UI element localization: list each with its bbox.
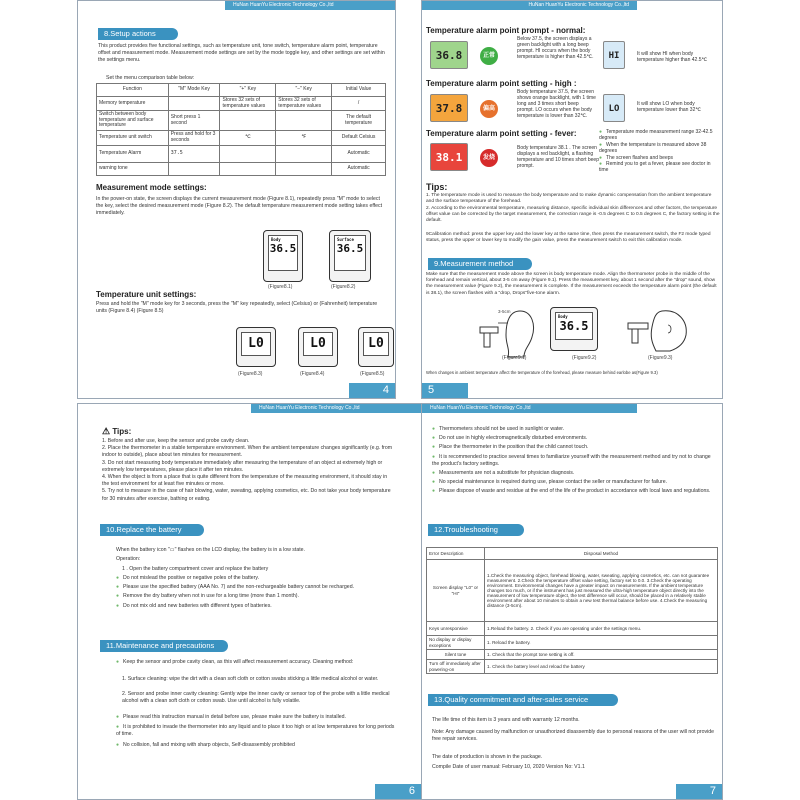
figure-caption: (Figure9.2): [572, 355, 597, 361]
manual-page-6: [77, 403, 422, 800]
lcd-figure-9-2: Body 36.5: [550, 307, 598, 351]
table-row: Memory temperature Stores 32 sets of temperature values Stores 32 sets of temperature values /: [97, 97, 386, 111]
hi-display: HI: [603, 41, 625, 69]
table-row: Switch between body temperature and surface temperature Short press 1 second The default temperature: [97, 111, 386, 131]
high-heading: Temperature alarm point setting - high :: [426, 79, 577, 88]
orange-display: 37.8: [430, 94, 468, 122]
temp-unit-text: Press and hold the "M" mode key for 3 seconds, press the "M" key repeatedly, select (Celsius) or (Fahrenheit) temperature units (Figure 8.4) (Figure 8.5): [96, 301, 378, 315]
table-row: Temperature Alarm 37.5 Automatic: [97, 145, 386, 162]
section-heading-setup: 8.Setup actions: [98, 28, 178, 40]
list-item: ● Do not mislead the positive or negative poles of the battery.: [116, 575, 398, 582]
list-item: ● Please dispose of waste and residue at the end of the life of the product in accordance with local laws and regulations.: [432, 488, 718, 495]
list-item: 4. When the object is from a place that is quite different from the temperature of the measuring environment, it should stay in the test environment for at least five minutes or more.: [102, 474, 388, 488]
page-number: 4: [349, 383, 395, 398]
note-text: Note: Any damage caused by malfunction or unauthorized disassembly due to personal reasons of the user will not provide free repair services.: [432, 729, 715, 743]
list-item: 2. Place the thermometer in a stable temperature environment. When the ambient temperature changes significantly (e.g. from indoor to outside), place about ten minutes for measurement.: [102, 445, 393, 459]
list-item: ● Do not mix old and new batteries with different types of batteries.: [116, 603, 398, 610]
list-item: ● No special maintenance is required during use, please contact the seller or manufacturer for failure.: [432, 479, 718, 486]
list-item: 1. Before and after use, keep the sensor and probe cavity clean.: [102, 438, 250, 444]
distance-label: 3-5cm: [498, 309, 511, 314]
lcd-figure-8-2: Surface 36.5: [329, 230, 371, 282]
figure-caption: (Figure8.1): [268, 284, 293, 290]
list-item: ● It is recommended to practice several times to familiarize yourself with the measurement method and try not to change the product's factory settings.: [432, 454, 718, 468]
list-item: 5. Try not to measure in the case of hair blowing, water, sweating, applying cosmetics, etc. Do not take your body temperature for 30 minutes after exercise, bathing or eating.: [102, 488, 391, 502]
earlobe-note: When changes in ambient temperature affect the temperature of the forehead, please measure behind earlobe as(Figure 9.3): [426, 370, 658, 375]
lcd-figure-8-3: L0: [236, 327, 276, 367]
red-display: 38.1: [430, 143, 468, 171]
page-number: 6: [375, 784, 421, 799]
table-row: Keys unresponsive 1.Reload the battery. 2. Check if you are operating under the settings menu.: [427, 622, 718, 636]
maintenance-lead: ● Keep the sensor and probe cavity clean, as this will affect measurement accuracy. Cleaning method:: [116, 659, 396, 666]
high-badge: 偏高: [480, 100, 498, 118]
table-header: "+" Key: [220, 84, 276, 97]
list-item: ● Remind you to get a fever, please see doctor in time: [599, 161, 721, 174]
compile-date-text: Compile Date of user manual: February 10, 2020 Version No: V1.1: [432, 764, 585, 770]
battery-intro: When the battery icon "▭" flashes on the LCD display, the battery is in a low state.: [116, 547, 305, 553]
fever-badge: 发烧: [480, 149, 498, 167]
list-item: ● Please use the specified battery (AAA No. 7) and the non-rechargeable battery cannot be recharged.: [116, 584, 398, 591]
table-row: Temperature unit switch Press and hold for 3 seconds ℃ ℉ Default Celsius: [97, 130, 386, 145]
section-heading-quality: 13.Quality commitment and after-sales service: [428, 694, 618, 706]
life-text: The life time of this item is 3 years and with warranty 12 months.: [432, 717, 580, 723]
settings-table: [96, 83, 386, 176]
list-item: ● No collision, fall and mixing with sharp objects, Self-disassembly prohibited: [116, 742, 398, 749]
page-header-bar: HuNan HuanYu Electronic Technology Co.,ltd: [251, 404, 421, 413]
lcd-figure-8-5: L0: [358, 327, 394, 367]
maintenance-bullets: [116, 714, 398, 749]
section-heading-measurement: 9.Measurement method: [428, 258, 532, 270]
lcd-figure-8-1: Body 36.5: [263, 230, 303, 282]
battery-bullets: [116, 575, 398, 610]
tips-heading: Tips:: [426, 182, 448, 192]
normal-text: Below 37.5, the screen displays a green backlight with a long beep prompt. HI occurs when the body temperature is higher than 42.5℃.: [517, 36, 594, 60]
table-caption: Set the menu comparison table below:: [106, 75, 195, 81]
production-date-text: The date of production is shown in the package.: [432, 754, 543, 760]
hi-text: It will show HI when body temperature higher than 42.5℃: [637, 51, 708, 64]
figure-caption: (Figure8.3): [238, 371, 263, 377]
figure-caption: (Figure8.5): [360, 371, 385, 377]
page-header-bar: HuNan HuanYu Electronic Technology Co.,ltd: [422, 1, 637, 10]
tip-item: 2. According to the environmental temperature, measuring distance, specific individual skin differences and other factors, the temperature offset value can be corrected by the target measurement, the correction range is -0.5 degrees C to 0.5 degrees C, the factory setting is the default.: [426, 206, 720, 224]
maintenance-step: 2. Sensor and probe inner cavity cleaning: Gently wipe the inner cavity or sensor top of the probe with a little medical alcohol with a clean soft cloth or cotton swab. Use until alcohol is fully volatile.: [122, 691, 390, 705]
normal-heading: Temperature alarm point prompt - normal:: [426, 26, 586, 35]
lo-text: It will show LO when body temperature lower than 32℃: [637, 101, 701, 114]
manual-page-7: [421, 403, 723, 800]
tip-item: 9Calibration method: press the upper key and the lower key at the same time, then press the measurement switch, the F2 mode typed status, press the upper or lower key to modify the gain value, press the measurement switch to exit this calibration mode.: [426, 232, 711, 244]
figure-caption: (Figure9.1): [502, 355, 527, 361]
measurement-mode-text: In the power-on state, the screen displays the current measurement mode (Figure 8.1), repeatedly press "M" mode to select the key, select the desired measurement mode (Figure 8.2). The default temperature measurement mode setting takes effect immediately.: [96, 196, 383, 217]
page-number: 7: [676, 784, 722, 799]
figure-caption: (Figure8.4): [300, 371, 325, 377]
fever-heading: Temperature alarm point setting - fever:: [426, 129, 577, 138]
lcd-figure-8-4: L0: [298, 327, 338, 367]
tips-heading: ⚠ Tips:: [102, 426, 132, 436]
table-row: Screen display "L0" or "HI" 1.Check the measuring object, forehead blowing, water, sweating, applying cosmetics, etc. can not guarantee measurement. 2.Check the temperature offset value setting, factory set to 0.0. 3.Check the operating environment. Environmental changes have a greater impact on measurements. If the ambient temperature changes too much, or if the instrument has just measured the ultra-high temperature object directly into the measurement of low temperature object, the test difference will occur, should be placed in a relatively stable environment after about 10 minutes to obtain a new test thermal balance before use. 4.Check the measuring distance (3-5cm).: [427, 560, 718, 622]
maintenance-step: 1. Surface cleaning: wipe the dirt with a clean soft cloth or cotton swabs sticking a little medical alcohol or water.: [122, 676, 379, 682]
list-item: ● The screen flashes and beeps: [599, 155, 721, 161]
table-header: "M" Mode Key: [168, 84, 220, 97]
operation-label: Operation:: [116, 556, 141, 562]
table-row: warning tone Automatic: [97, 162, 386, 175]
lo-display: LO: [603, 94, 625, 122]
list-item: ● Place the thermometer in the position that the child cannot touch.: [432, 444, 718, 451]
precautions-list: [432, 426, 718, 496]
manual-page-4: [77, 0, 396, 399]
section-heading-troubleshooting: 12.Troubleshooting: [428, 524, 524, 536]
table-header: Function: [97, 84, 169, 97]
battery-step: 1 . Open the battery compartment cover and replace the battery: [122, 566, 269, 572]
list-item: ● Please read this instruction manual in detail before use, please make sure the battery is installed.: [116, 714, 398, 721]
figure-caption: (Figure8.2): [331, 284, 356, 290]
section-heading-maintenance: 11.Maintenance and precautions: [100, 640, 228, 652]
fever-bullet-list: [599, 129, 721, 174]
table-row: Silent tone 1. Check that the prompt tone setting is off.: [427, 650, 718, 660]
table-row: No display or display exceptions 1. Reload the battery.: [427, 636, 718, 650]
fever-text: Body temperature 38.1 . The screen displays a red backlight, a flashing temperature and 10 times short beep prompt.: [517, 145, 599, 169]
table-header: Error Description: [427, 548, 485, 560]
temp-unit-heading: Temperature unit settings:: [96, 290, 197, 299]
figure-caption: (Figure9.3): [648, 355, 673, 361]
list-item: ● Temperature mode measurement range 32-42.5 degrees: [599, 129, 721, 142]
tip-item: 1. The temperature mode is used to measure the body temperature and to make dynamic compensation from the ambient temperature and the surface temperature of the forehead.: [426, 193, 712, 205]
warning-icon: ⚠: [102, 426, 111, 436]
list-item: ● Do not use in highly electromagnetically disturbed environments.: [432, 435, 718, 442]
table-row: Turn off immediately after powering-on 1. Check the battery level and reload the battery: [427, 660, 718, 674]
page-header-bar: HuNan HuanYu Electronic Technology Co.,ltd: [422, 404, 637, 413]
list-item: ● Remove the dry battery when not in use for a long time (more than 1 month).: [116, 593, 398, 600]
high-text: Body temperature 37.5, the screen shows orange backlight, with 1 time long and 3 times short beep prompt. LO occurs when the body temperature is lower than 32℃.: [517, 89, 596, 119]
table-header: "−" Key: [276, 84, 332, 97]
troubleshooting-table: [426, 547, 718, 674]
tips-list: [102, 438, 394, 503]
normal-badge: 正常: [480, 47, 498, 65]
earlobe-measure-illustration: [622, 303, 698, 355]
list-item: ● When the temperature is measured above 38 degrees: [599, 142, 721, 155]
table-header: Disposal Method: [485, 548, 718, 560]
section-heading-battery: 10.Replace the battery: [100, 524, 204, 536]
green-display: 36.8: [430, 41, 468, 69]
list-item: ● Measurements are not a substitute for physician diagnosis.: [432, 470, 718, 477]
list-item: ● Thermometers should not be used in sunlight or water.: [432, 426, 718, 433]
list-item: 3. Do not start measuring body temperature immediately after measuring the temperature of an object at extremely high or extremely low temperatures, please place it after ten minutes.: [102, 459, 383, 473]
manual-page-5: [421, 0, 723, 399]
list-item: ● It is prohibited to invade the thermometer into any liquid and to place it too high or at low temperatures for long periods of time.: [116, 724, 398, 738]
measure-text: Make sure that the measurement mode above the screen is body temperature mode. Align the thermometer probe in the middle of the forehead and remain vertical, about 3-5 cm away (Figure 9.1). Press the measurement key, about 1 second after the "drop" sound, show the measurement value (Figure 9.2), the measurement is complete. If the measurement exceeds the temperature alarm point (the default is 38.1), the screen flashes with a "drop, Drops"five-tone alarm.: [426, 272, 717, 296]
page-number: 5: [422, 383, 468, 398]
page-header-bar: HuNan HuanYu Electronic Technology Co.,ltd: [225, 1, 395, 10]
table-header: Initial Value: [332, 84, 386, 97]
setup-intro: This product provides five functional settings, such as temperature unit, tone switch, temperature alarm point, temperature offset and measurement mode. Measurement mode settings are set by the mode toggle key, and other settings are set within the settings menu.: [98, 43, 385, 64]
measurement-mode-heading: Measurement mode settings:: [96, 183, 207, 192]
